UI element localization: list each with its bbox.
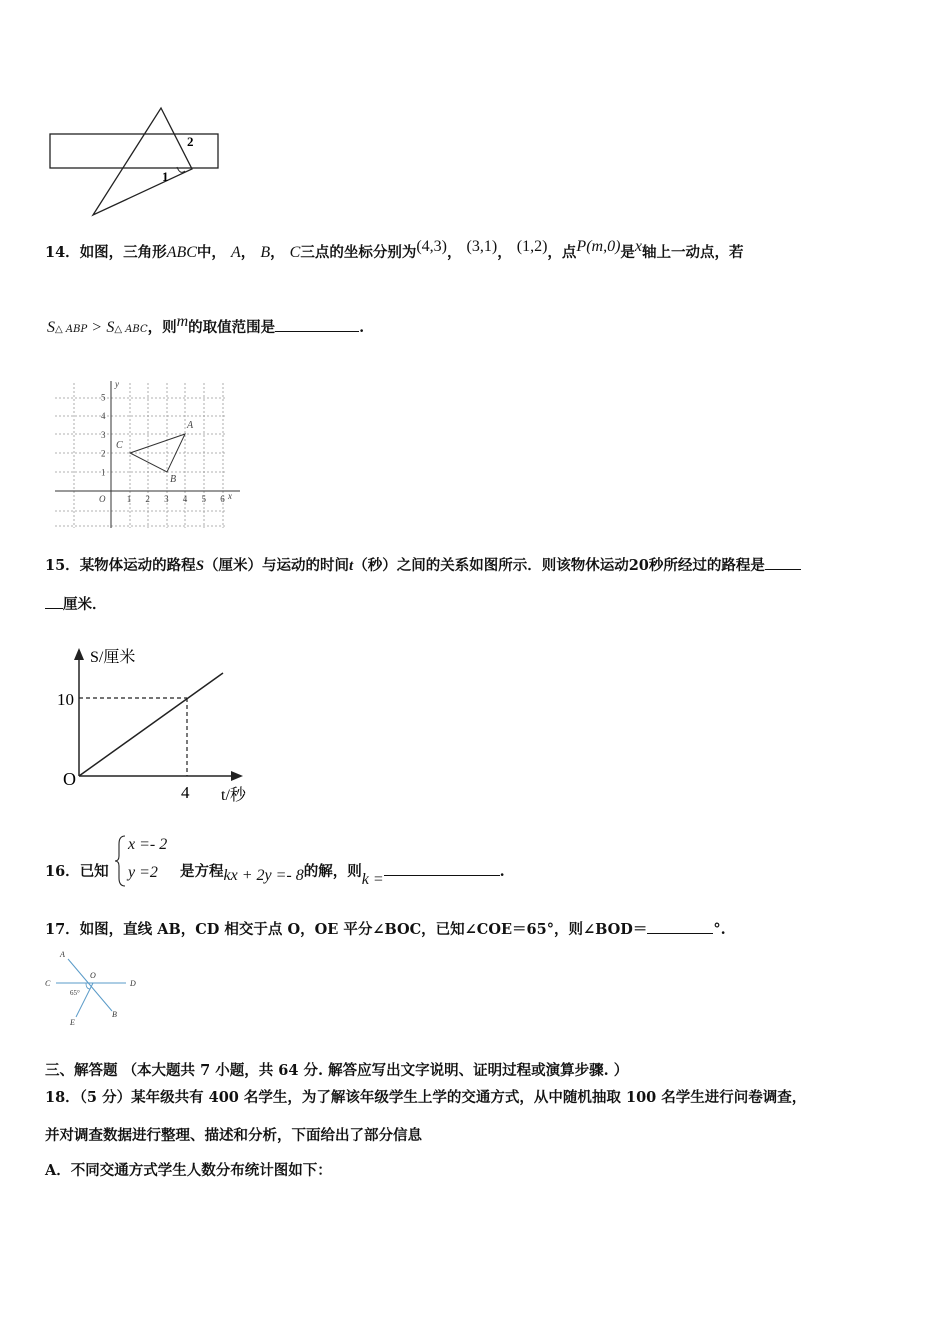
question-14-line1: 14．如图，三角形ABC中， A， B， C三点的坐标分别为(4,3)， (3,1)， (1,2)，点P(m,0)是x轴上一动点，若 [45,238,744,261]
x-tick-label: 1 [126,494,132,504]
x-tick-4: 4 [181,783,190,802]
y-tick-label: 1 [101,467,106,478]
x-tick-label: 6 [220,494,225,504]
question-14-line2: S△ ABP > S△ ABC，则m的取值范围是 . [47,313,365,336]
system-brace [114,834,128,888]
axis-x-label: t/秒 [221,787,246,804]
label-a: A [60,950,65,959]
question-16: 16．已知 [45,863,109,880]
figure-q14-coordinate-grid [50,378,230,530]
label-d: D [130,979,136,988]
answer-blank-part2 [45,594,63,609]
axis-x-label: x [228,491,232,501]
question-18-line1: 18．（5 分）某年级共有 400 名学生，为了解该年级学生上学的交通方式，从中随机抽取 100 名学生进行问卷调查， [45,1089,807,1106]
label-b: B [112,1010,117,1019]
origin-label: O [99,494,106,504]
label-c: C [45,979,51,988]
y-tick-10: 10 [57,690,74,709]
question-18-line2: 并对调查数据进行整理、描述和分析，下面给出了部分信息 [45,1127,422,1144]
figure-q13-triangle-ruler [45,105,225,220]
axis-y-label: y [115,379,119,389]
angle-label-1: 1 [162,169,169,184]
question-16-rest: 是方程kx + 2y =- 8的解，则k = . [180,863,505,888]
angle-65-label: 65° [70,989,80,997]
equation-y: y =2 [128,864,158,881]
answer-blank [275,317,359,332]
origin-label: O [63,769,76,789]
y-tick-label: 3 [101,429,106,440]
figure-q17-intersecting-lines [40,945,150,1030]
x-tick-label: 3 [164,494,169,504]
y-tick-label: 4 [101,411,106,422]
point-c-label: C [116,440,123,451]
y-tick-label: 5 [101,392,106,403]
label-e: E [70,1018,75,1027]
answer-blank [384,861,500,876]
point-b-label: B [170,474,177,485]
axis-y-label: S/厘米 [90,649,136,666]
question-17: 17．如图，直线 AB，CD 相交于点 O，OE 平分∠BOC，已知∠COE＝65°，则∠BOD＝ °. [45,921,726,938]
x-tick-label: 5 [201,494,206,504]
question-18-line3: A．不同交通方式学生人数分布统计图如下： [45,1162,332,1179]
question-15-line2: 厘米． [45,593,107,614]
x-tick-label: 4 [182,494,188,504]
equation-x: x =- 2 [128,836,168,853]
answer-blank-part1 [765,555,801,570]
figure-q15-distance-time-graph [55,640,275,810]
question-15-line1: 15．某物体运动的路程S（厘米）与运动的时间t（秒）之间的关系如图所示．则该物休运动20秒所经过的路程是 [45,554,801,575]
section-3-heading: 三、解答题 （本大题共 7 小题，共 64 分. 解答应写出文字说明、证明过程或演算步骤. ） [45,1062,629,1079]
y-tick-label: 2 [101,448,106,459]
angle-label-2: 2 [187,134,194,149]
label-o: O [90,971,96,980]
answer-blank [647,919,713,934]
x-tick-label: 2 [145,494,150,504]
point-a-label: A [187,420,194,431]
